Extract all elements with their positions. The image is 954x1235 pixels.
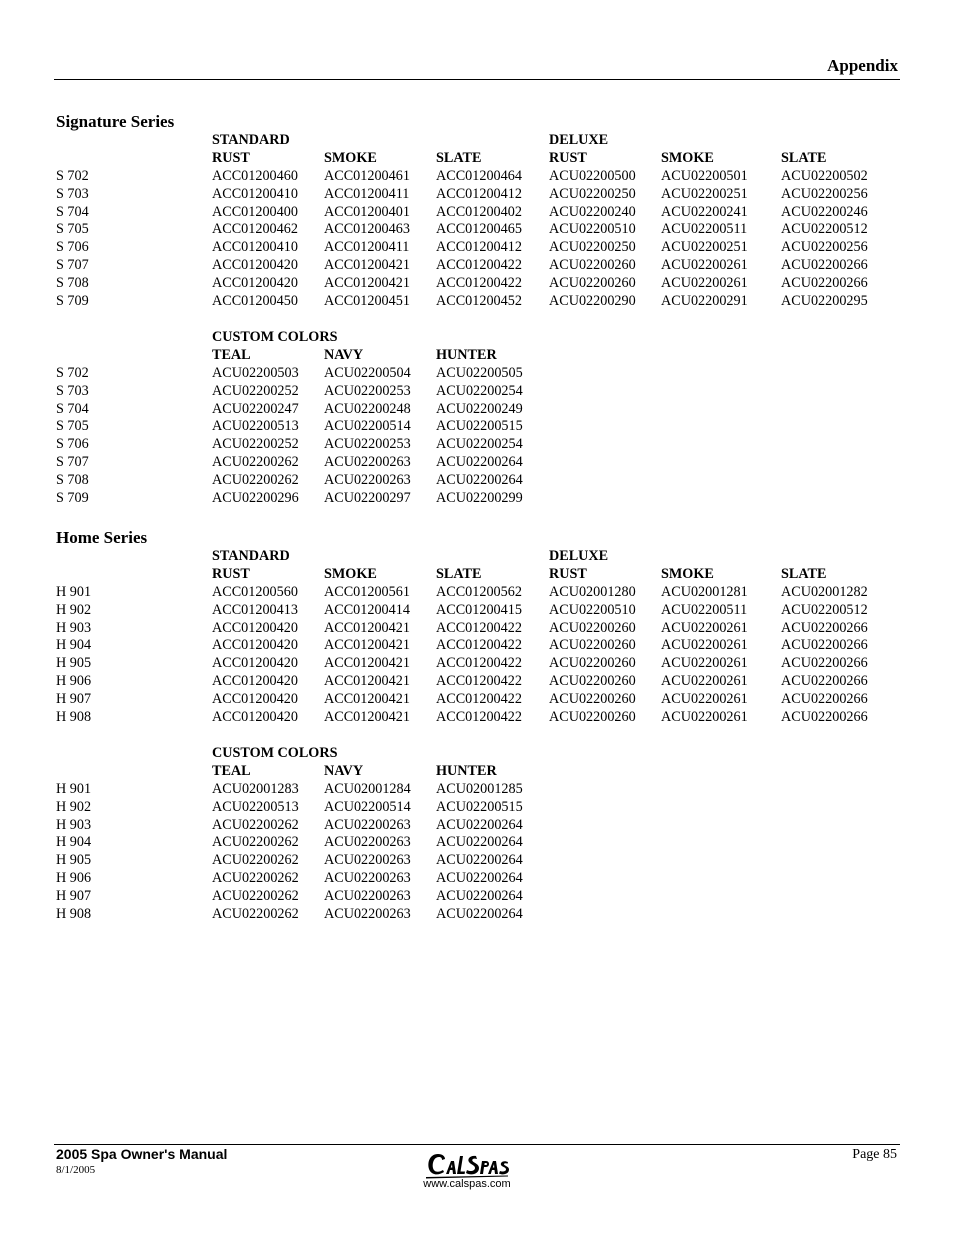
model-cell: H 905 — [56, 655, 92, 672]
column-header: SMOKE — [661, 565, 714, 582]
column-header: SMOKE — [661, 149, 714, 166]
part-number-cell: ACU02200295 — [781, 293, 868, 310]
model-cell: H 908 — [56, 906, 92, 923]
footer-manual-title: 2005 Spa Owner's Manual — [56, 1146, 228, 1162]
part-number-cell: ACU02200260 — [549, 709, 636, 726]
part-number-cell: ACC01200422 — [436, 637, 522, 654]
part-number-cell: ACC01200560 — [212, 583, 298, 600]
part-number-cell: ACU02200260 — [549, 655, 636, 672]
group-header: DELUXE — [549, 132, 609, 148]
part-number-cell: ACC01200422 — [436, 673, 522, 690]
part-number-cell: ACU02200252 — [212, 382, 299, 399]
part-number-cell: ACC01200421 — [324, 691, 410, 708]
model-cell: S 708 — [56, 275, 89, 292]
model-cell: H 901 — [56, 583, 92, 600]
part-number-cell: ACC01200411 — [324, 185, 410, 202]
part-number-cell: ACU02200262 — [212, 870, 299, 887]
part-number-cell: ACU02200264 — [436, 870, 523, 887]
group-header-row — [56, 548, 906, 566]
part-number-cell: ACU02200248 — [324, 400, 411, 417]
part-number-cell: ACU02200264 — [436, 472, 523, 489]
part-number-cell: ACU02200262 — [212, 852, 299, 869]
part-number-cell: ACC01200421 — [324, 673, 410, 690]
part-number-cell: ACU02200296 — [212, 490, 299, 507]
group-header: CUSTOM COLORS — [212, 745, 338, 761]
column-header: HUNTER — [436, 762, 497, 779]
part-number-cell: ACU02200263 — [324, 888, 411, 905]
part-number-cell: ACC01200420 — [212, 673, 298, 690]
table-row — [56, 852, 906, 870]
table-row — [56, 436, 906, 454]
column-header-row — [56, 566, 906, 584]
part-number-cell: ACC01200422 — [436, 257, 522, 274]
part-number-cell: ACU02200249 — [436, 400, 523, 417]
model-cell: S 703 — [56, 382, 89, 399]
part-number-cell: ACU02200290 — [549, 293, 636, 310]
group-header: CUSTOM COLORS — [212, 329, 338, 345]
part-number-cell: ACU02200264 — [436, 816, 523, 833]
group-header: DELUXE — [549, 548, 609, 564]
part-number-cell: ACC01200420 — [212, 619, 298, 636]
part-number-cell: ACC01200561 — [324, 583, 410, 600]
table-row — [56, 383, 906, 401]
column-header: RUST — [212, 149, 250, 166]
part-number-cell: ACU02200291 — [661, 293, 748, 310]
model-cell: H 901 — [56, 780, 92, 797]
part-number-cell: ACC01200460 — [212, 167, 298, 184]
part-number-cell: ACU02200266 — [781, 637, 868, 654]
part-number-cell: ACU02200260 — [549, 619, 636, 636]
model-cell: H 907 — [56, 691, 92, 708]
part-number-cell: ACC01200420 — [212, 709, 298, 726]
model-cell: H 908 — [56, 709, 92, 726]
part-number-cell: ACU02200511 — [661, 601, 748, 618]
part-number-cell: ACC01200410 — [212, 185, 298, 202]
part-number-cell: ACC01200422 — [436, 275, 522, 292]
table-row — [56, 401, 906, 419]
table-row — [56, 168, 906, 186]
table-row — [56, 709, 906, 727]
part-number-cell: ACU02200261 — [661, 619, 748, 636]
page-number: Page 85 — [852, 1147, 897, 1162]
column-header-row — [56, 347, 906, 365]
model-cell: S 708 — [56, 472, 89, 489]
table-row — [56, 817, 906, 835]
home-custom-table — [56, 745, 906, 924]
group-header-row — [56, 329, 906, 347]
website-url: www.calspas.com — [423, 1178, 511, 1190]
part-number-cell: ACU02200264 — [436, 852, 523, 869]
part-number-cell: ACU02200266 — [781, 673, 868, 690]
model-cell: H 906 — [56, 870, 92, 887]
table-row — [56, 418, 906, 436]
part-number-cell: ACU02001285 — [436, 780, 523, 797]
part-number-cell: ACU02200246 — [781, 203, 868, 220]
calspas-logo-mark — [424, 1150, 510, 1180]
part-number-cell: ACU02200511 — [661, 221, 748, 238]
table-row — [56, 781, 906, 799]
model-cell: H 904 — [56, 637, 92, 654]
model-cell: H 903 — [56, 619, 92, 636]
model-cell: S 705 — [56, 418, 89, 435]
footer-divider — [54, 1144, 900, 1145]
part-number-cell: ACU02200253 — [324, 436, 411, 453]
table-row — [56, 186, 906, 204]
table-row — [56, 204, 906, 222]
part-number-cell: ACU02200254 — [436, 436, 523, 453]
part-number-cell: ACU02200266 — [781, 275, 868, 292]
model-cell: S 702 — [56, 167, 89, 184]
table-row — [56, 275, 906, 293]
part-number-cell: ACU02200266 — [781, 655, 868, 672]
part-number-cell: ACU02200263 — [324, 852, 411, 869]
home-series-title: Home Series — [56, 528, 148, 547]
part-number-cell: ACC01200420 — [212, 257, 298, 274]
part-number-cell: ACU02200260 — [549, 637, 636, 654]
part-number-cell: ACC01200422 — [436, 691, 522, 708]
part-number-cell: ACU02200256 — [781, 185, 868, 202]
part-number-cell: ACU02200513 — [212, 418, 299, 435]
part-number-cell: ACU02200503 — [212, 364, 299, 381]
table-row — [56, 365, 906, 383]
part-number-cell: ACC01200413 — [212, 601, 298, 618]
group-header-row — [56, 745, 906, 763]
part-number-cell: ACU02001282 — [781, 583, 868, 600]
part-number-cell: ACU02200264 — [436, 906, 523, 923]
part-number-cell: ACU02200251 — [661, 185, 748, 202]
part-number-cell: ACU02200510 — [549, 601, 636, 618]
column-header: SLATE — [436, 565, 482, 582]
table-row — [56, 602, 906, 620]
part-number-cell: ACC01200452 — [436, 293, 522, 310]
part-number-cell: ACU02200512 — [781, 221, 868, 238]
table-row — [56, 888, 906, 906]
part-number-cell: ACU02200266 — [781, 619, 868, 636]
part-number-cell: ACC01200421 — [324, 257, 410, 274]
part-number-cell: ACU02200505 — [436, 364, 523, 381]
part-number-cell: ACC01200421 — [324, 275, 410, 292]
part-number-cell: ACU02200256 — [781, 239, 868, 256]
part-number-cell: ACU02200263 — [324, 816, 411, 833]
part-number-cell: ACU02200263 — [324, 834, 411, 851]
home-standard-table — [56, 548, 906, 727]
part-number-cell: ACU02200261 — [661, 637, 748, 654]
model-cell: H 904 — [56, 834, 92, 851]
header-divider — [54, 79, 900, 80]
part-number-cell: ACU02200263 — [324, 454, 411, 471]
model-cell: H 902 — [56, 601, 92, 618]
column-header-row — [56, 150, 906, 168]
column-header: RUST — [549, 149, 587, 166]
part-number-cell: ACU02200260 — [549, 275, 636, 292]
model-cell: S 709 — [56, 490, 89, 507]
part-number-cell: ACU02200247 — [212, 400, 299, 417]
part-number-cell: ACU02200515 — [436, 418, 523, 435]
part-number-cell: ACC01200420 — [212, 275, 298, 292]
column-header: HUNTER — [436, 346, 497, 363]
part-number-cell: ACC01200410 — [212, 239, 298, 256]
part-number-cell: ACC01200465 — [436, 221, 522, 238]
table-row — [56, 239, 906, 257]
part-number-cell: ACC01200420 — [212, 637, 298, 654]
table-row — [56, 906, 906, 924]
part-number-cell: ACU02200261 — [661, 655, 748, 672]
table-row — [56, 584, 906, 602]
part-number-cell: ACC01200412 — [436, 239, 522, 256]
table-row — [56, 257, 906, 275]
column-header: RUST — [549, 565, 587, 582]
part-number-cell: ACU02200250 — [549, 239, 636, 256]
column-header: RUST — [212, 565, 250, 582]
part-number-cell: ACU02200261 — [661, 691, 748, 708]
part-number-cell: ACU02200263 — [324, 870, 411, 887]
part-number-cell: ACU02200263 — [324, 472, 411, 489]
group-header: STANDARD — [212, 132, 290, 148]
table-row — [56, 655, 906, 673]
part-number-cell: ACU02200262 — [212, 906, 299, 923]
table-row — [56, 691, 906, 709]
part-number-cell: ACU02200240 — [549, 203, 636, 220]
part-number-cell: ACC01200462 — [212, 221, 298, 238]
part-number-cell: ACU02200501 — [661, 167, 748, 184]
part-number-cell: ACC01200415 — [436, 601, 522, 618]
part-number-cell: ACU02200264 — [436, 888, 523, 905]
model-cell: S 707 — [56, 257, 89, 274]
model-cell: S 702 — [56, 364, 89, 381]
part-number-cell: ACU02200261 — [661, 257, 748, 274]
table-row — [56, 454, 906, 472]
part-number-cell: ACU02200266 — [781, 691, 868, 708]
model-cell: H 905 — [56, 852, 92, 869]
column-header: NAVY — [324, 346, 364, 363]
signature-custom-table — [56, 329, 906, 508]
part-number-cell: ACC01200411 — [324, 239, 410, 256]
part-number-cell: ACU02200262 — [212, 834, 299, 851]
part-number-cell: ACC01200422 — [436, 655, 522, 672]
part-number-cell: ACC01200402 — [436, 203, 522, 220]
table-row — [56, 472, 906, 490]
part-number-cell: ACU02200262 — [212, 816, 299, 833]
part-number-cell: ACU02200261 — [661, 673, 748, 690]
part-number-cell: ACU02200250 — [549, 185, 636, 202]
part-number-cell: ACU02200514 — [324, 798, 411, 815]
model-cell: H 903 — [56, 816, 92, 833]
part-number-cell: ACC01200420 — [212, 655, 298, 672]
part-number-cell: ACU02200262 — [212, 454, 299, 471]
table-row — [56, 870, 906, 888]
footer-date: 8/1/2005 — [56, 1164, 96, 1176]
group-header-row — [56, 132, 906, 150]
part-number-cell: ACU02200263 — [324, 906, 411, 923]
part-number-cell: ACU02001283 — [212, 780, 299, 797]
part-number-cell: ACU02200264 — [436, 454, 523, 471]
column-header: SLATE — [781, 565, 827, 582]
part-number-cell: ACC01200463 — [324, 221, 410, 238]
part-number-cell: ACU02200513 — [212, 798, 299, 815]
section-header: Appendix — [827, 56, 898, 75]
part-number-cell: ACU02200500 — [549, 167, 636, 184]
part-number-cell: ACC01200401 — [324, 203, 410, 220]
part-number-cell: ACU02001280 — [549, 583, 636, 600]
part-number-cell: ACU02200262 — [212, 472, 299, 489]
part-number-cell: ACU02001281 — [661, 583, 748, 600]
part-number-cell: ACU02200504 — [324, 364, 411, 381]
part-number-cell: ACC01200451 — [324, 293, 410, 310]
part-number-cell: ACC01200414 — [324, 601, 410, 618]
group-header: STANDARD — [212, 548, 290, 564]
signature-standard-table — [56, 132, 906, 311]
model-cell: S 706 — [56, 436, 89, 453]
part-number-cell: ACC01200450 — [212, 293, 298, 310]
column-header: SMOKE — [324, 149, 377, 166]
model-cell: S 703 — [56, 185, 89, 202]
table-row — [56, 221, 906, 239]
model-cell: H 907 — [56, 888, 92, 905]
part-number-cell: ACU02200515 — [436, 798, 523, 815]
part-number-cell: ACU02200510 — [549, 221, 636, 238]
table-row — [56, 620, 906, 638]
part-number-cell: ACU02200266 — [781, 257, 868, 274]
part-number-cell: ACU02200262 — [212, 888, 299, 905]
part-number-cell: ACU02200260 — [549, 257, 636, 274]
column-header: SLATE — [781, 149, 827, 166]
column-header: SMOKE — [324, 565, 377, 582]
part-number-cell: ACU02200297 — [324, 490, 411, 507]
part-number-cell: ACC01200422 — [436, 619, 522, 636]
table-row — [56, 637, 906, 655]
column-header: TEAL — [212, 762, 251, 779]
part-number-cell: ACU02200260 — [549, 673, 636, 690]
part-number-cell: ACC01200461 — [324, 167, 410, 184]
part-number-cell: ACC01200412 — [436, 185, 522, 202]
part-number-cell: ACC01200400 — [212, 203, 298, 220]
part-number-cell: ACU02200512 — [781, 601, 868, 618]
table-row — [56, 293, 906, 311]
part-number-cell: ACU02200514 — [324, 418, 411, 435]
model-cell: H 906 — [56, 673, 92, 690]
part-number-cell: ACC01200421 — [324, 709, 410, 726]
part-number-cell: ACU02200261 — [661, 709, 748, 726]
part-number-cell: ACU02200252 — [212, 436, 299, 453]
part-number-cell: ACU02200241 — [661, 203, 748, 220]
part-number-cell: ACC01200422 — [436, 709, 522, 726]
model-cell: S 706 — [56, 239, 89, 256]
table-row — [56, 673, 906, 691]
part-number-cell: ACU02200261 — [661, 275, 748, 292]
model-cell: S 704 — [56, 400, 89, 417]
part-number-cell: ACU02200299 — [436, 490, 523, 507]
part-number-cell: ACU02200260 — [549, 691, 636, 708]
part-number-cell: ACU02001284 — [324, 780, 411, 797]
calspas-logo — [414, 1150, 524, 1192]
model-cell: S 709 — [56, 293, 89, 310]
part-number-cell: ACU02200502 — [781, 167, 868, 184]
part-number-cell: ACU02200266 — [781, 709, 868, 726]
column-header: NAVY — [324, 762, 364, 779]
signature-series-title: Signature Series — [56, 112, 175, 131]
column-header: SLATE — [436, 149, 482, 166]
part-number-cell: ACC01200464 — [436, 167, 522, 184]
model-cell: S 704 — [56, 203, 89, 220]
table-row — [56, 834, 906, 852]
part-number-cell: ACU02200251 — [661, 239, 748, 256]
table-row — [56, 799, 906, 817]
part-number-cell: ACC01200421 — [324, 637, 410, 654]
part-number-cell: ACC01200421 — [324, 655, 410, 672]
model-cell: S 705 — [56, 221, 89, 238]
part-number-cell: ACC01200562 — [436, 583, 522, 600]
part-number-cell: ACU02200253 — [324, 382, 411, 399]
model-cell: H 902 — [56, 798, 92, 815]
table-row — [56, 490, 906, 508]
part-number-cell: ACC01200420 — [212, 691, 298, 708]
model-cell: S 707 — [56, 454, 89, 471]
column-header: TEAL — [212, 346, 251, 363]
part-number-cell: ACC01200421 — [324, 619, 410, 636]
column-header-row — [56, 763, 906, 781]
part-number-cell: ACU02200264 — [436, 834, 523, 851]
part-number-cell: ACU02200254 — [436, 382, 523, 399]
